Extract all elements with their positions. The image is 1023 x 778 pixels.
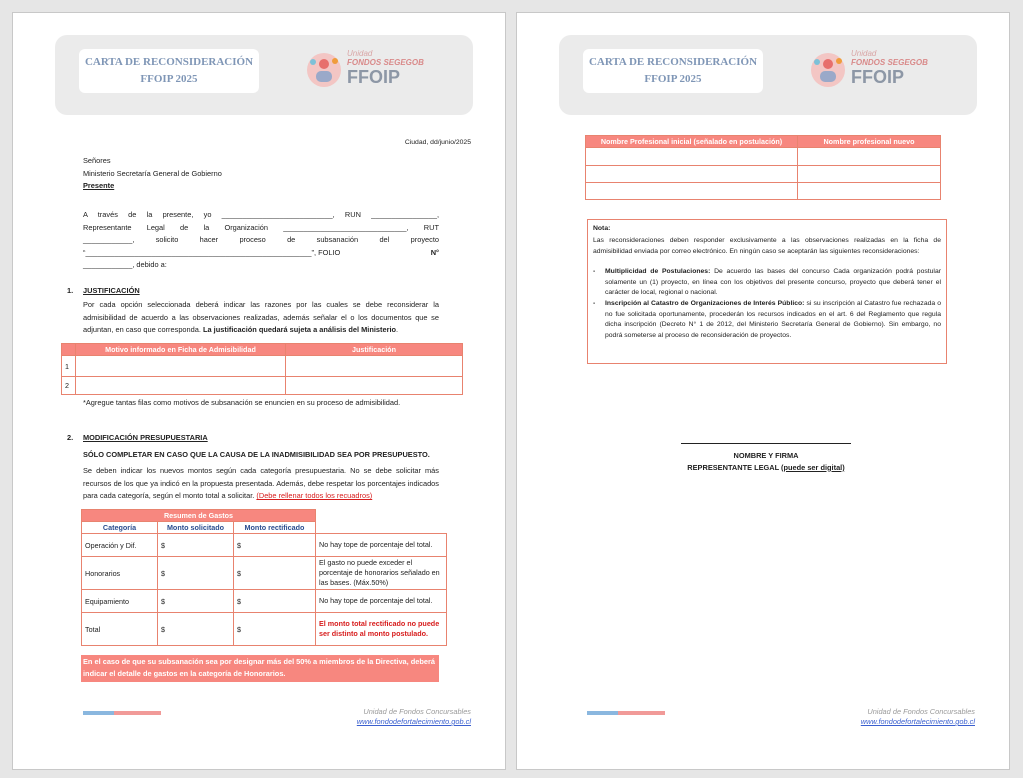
budget-note: No hay tope de porcentaje del total. — [316, 534, 447, 557]
professional-table — [585, 135, 941, 200]
profesional-nuevo-cell[interactable] — [798, 183, 941, 200]
header-title-box — [79, 49, 259, 93]
monto-rectificado-cell[interactable]: $ — [234, 534, 316, 557]
table-row — [62, 356, 463, 377]
note-box — [587, 219, 947, 364]
addressee-block — [83, 155, 222, 193]
logo-ffoip-text: FFOIP — [347, 67, 400, 87]
page-header — [559, 35, 977, 115]
ffoip-logo — [303, 47, 463, 97]
row-number: 1 — [62, 356, 76, 377]
signature-role-label: REPRESENTANTE LEGAL — [687, 462, 782, 472]
intro-line: A través de la presente, yo ___________________________, RUN ________________, — [83, 210, 439, 219]
intro-line: ____________, debido a: — [83, 260, 167, 269]
table-header-empty — [62, 344, 76, 356]
section-2-number: 2. — [67, 433, 74, 442]
budget-note: El gasto no puede exceder el porcentaje de honorarios señalado en las bases. (Máx.50%) — [316, 557, 447, 590]
bullet-title: Inscripción al Catastro de Organizaciones de Interés Público: — [605, 300, 805, 308]
budget-note: No hay tope de porcentaje del total. — [316, 590, 447, 613]
section-1-title: JUSTIFICACIÓN — [83, 286, 140, 295]
table-header: Nombre profesional nuevo — [798, 136, 941, 148]
budget-row — [82, 590, 447, 613]
budget-row — [82, 534, 447, 557]
motivo-cell[interactable] — [76, 377, 286, 395]
budget-table — [81, 509, 447, 646]
monto-solicitado-cell[interactable]: $ — [158, 613, 234, 646]
section-1-body: Por cada opción seleccionada deberá indicar las razones por las cuales se debe reconsiderar la admisibilidad de acuerdo a las observaciones realizadas, además señalar el o los documentos que se adjuntan, en caso que corresponda. — [83, 300, 439, 335]
note-bullet — [593, 267, 941, 298]
monto-solicitado-cell[interactable]: $ — [158, 534, 234, 557]
intro-paragraph — [83, 209, 439, 272]
profesional-inicial-cell[interactable] — [586, 166, 798, 183]
page-footer — [861, 707, 975, 727]
logo-unit-text: Unidad — [851, 49, 877, 58]
monto-rectificado-cell[interactable]: $ — [234, 613, 316, 646]
bullet-title: Multiplicidad de Postulaciones: — [605, 268, 711, 276]
presente-label: Presente — [83, 181, 115, 190]
footer-link[interactable]: www.fondodefortalecimiento.gob.cl — [356, 717, 471, 726]
empty-cell — [316, 522, 447, 534]
signature-digital-note: (puede ser digital) — [781, 462, 845, 472]
table-header: Nombre Profesional inicial (señalado en postulación) — [586, 136, 798, 148]
folio-number-label: N° — [430, 247, 439, 257]
budget-header-solicitado: Monto solicitado — [158, 522, 234, 534]
note-bullet — [593, 299, 941, 341]
logo-unit-text: Unidad — [347, 49, 373, 58]
bullet-marker: - — [593, 300, 596, 308]
table-header: Motivo informado en Ficha de Admisibilidad — [76, 344, 286, 356]
section-2-body: Se deben indicar los nuevos montos según cada categoría presupuestaria. No se debe solicitar más recursos de los que ya indicó en la propuesta presentada. Además, debe respetar los porcentajes indicados para cada categoría, según el monto total a solicitar. — [83, 466, 439, 501]
footer-link[interactable]: www.fondodefortalecimiento.gob.cl — [860, 717, 975, 726]
profesional-nuevo-cell[interactable] — [798, 166, 941, 183]
budget-row — [82, 557, 447, 590]
budget-header-rectificado: Monto rectificado — [234, 522, 316, 534]
row-number: 2 — [62, 377, 76, 395]
bullet-text: si su inscripción al Catastro fue rechazada o no fue solicitada oportunamente, procederán los recursos indicados en el art. 6 del Reglamento que regula dicha inscripción (Decreto N° 1 de 2012, del Ministerio Secretaría General de Gobierno). Sin embargo, no podrá someterse al proceso de reconsideración de proyectos. — [605, 300, 941, 339]
signature-block — [637, 450, 895, 473]
header-title-box — [583, 49, 763, 93]
addressee-line: Señores — [83, 156, 111, 165]
signature-name-label: NOMBRE Y FIRMA — [733, 451, 799, 460]
section-2-text — [83, 465, 439, 503]
profesional-inicial-cell[interactable] — [586, 183, 798, 200]
section-1-text-end: . — [396, 325, 399, 335]
addressee-line: Ministerio Secretaría General de Gobierno — [83, 168, 222, 178]
table-row — [586, 166, 941, 183]
intro-line: ____________, solicito hacer proceso de subsanación del proyecto — [83, 235, 439, 244]
table-row — [62, 377, 463, 395]
page-header — [55, 35, 473, 115]
letter-date: Ciudad, dd/junio/2025 — [404, 139, 471, 146]
empty-cell — [316, 510, 447, 522]
ffoip-logo-mark-icon — [809, 51, 847, 89]
budget-row — [82, 613, 447, 646]
signature-line — [681, 443, 851, 444]
section-1-bold-note: La justificación quedará sujeta a análisis del Ministerio — [203, 325, 397, 335]
logo-fondos-text: FONDOS SEGEGOB — [851, 58, 928, 67]
footer-color-bar — [587, 711, 665, 715]
note-title: Nota: — [593, 225, 611, 232]
bullet-text: De acuerdo las bases del concurso Cada organización podrá postular solamente un (1) proyecto, en línea con los objetivos del presente concurso, proyecto que deberá tener el carácter de local, regional o nacional. — [605, 268, 941, 297]
directiva-note: En el caso de que su subsanación sea por designar más del 50% a miembros de la Directiva, deberá indicar el detalle de gastos en la categoría de Honorarios. — [81, 655, 439, 682]
section-2-title: MODIFICACIÓN PRESUPUESTARIA — [83, 433, 208, 442]
budget-title: Resumen de Gastos — [82, 510, 316, 522]
monto-rectificado-cell[interactable]: $ — [234, 557, 316, 590]
header-title: CARTA DE RECONSIDERACIÓN — [588, 56, 758, 68]
bullet-marker: - — [593, 268, 596, 276]
footer-color-bar — [83, 711, 161, 715]
justificacion-cell[interactable] — [286, 356, 463, 377]
monto-rectificado-cell[interactable]: $ — [234, 590, 316, 613]
monto-solicitado-cell[interactable]: $ — [158, 557, 234, 590]
header-subtitle: FFOIP 2025 — [644, 73, 702, 85]
motivo-cell[interactable] — [76, 356, 286, 377]
budget-category: Operación y Dif. — [82, 534, 158, 557]
page-footer — [357, 707, 471, 727]
budget-header-category: Categoría — [82, 522, 158, 534]
section-1-text — [83, 299, 439, 337]
section-2-subtitle: SÓLO COMPLETAR EN CASO QUE LA CAUSA DE LA INADMISIBILIDAD SEA POR PRESUPUESTO. — [83, 450, 430, 459]
ffoip-logo — [807, 47, 967, 97]
monto-solicitado-cell[interactable]: $ — [158, 590, 234, 613]
budget-category: Honorarios — [82, 557, 158, 590]
fill-all-boxes-note: (Debe rellenar todos los recuadros) — [256, 491, 373, 501]
budget-note: El monto total rectificado no puede ser distinto al monto postulado. — [316, 613, 447, 646]
profesional-nuevo-cell[interactable] — [798, 148, 941, 166]
table-row — [586, 183, 941, 200]
header-subtitle: FFOIP 2025 — [140, 73, 198, 85]
table-header: Justificación — [286, 344, 463, 356]
logo-fondos-text: FONDOS SEGEGOB — [347, 58, 424, 67]
profesional-inicial-cell[interactable] — [586, 148, 798, 166]
footer-unit: Unidad de Fondos Concursables — [363, 707, 471, 716]
ffoip-logo-mark-icon — [305, 51, 343, 89]
document-page-1 — [12, 12, 506, 770]
header-title: CARTA DE RECONSIDERACIÓN — [84, 56, 254, 68]
table-row — [586, 148, 941, 166]
justification-table — [61, 343, 463, 395]
justification-note: *Agregue tantas filas como motivos de subsanación se enuncien en su proceso de admisibilidad. — [83, 398, 401, 407]
footer-unit: Unidad de Fondos Concursables — [867, 707, 975, 716]
budget-category: Total — [82, 613, 158, 646]
section-1-number: 1. — [67, 286, 74, 295]
intro-line: “_______________________________________________________”, FOLIO — [83, 247, 341, 257]
justificacion-cell[interactable] — [286, 377, 463, 395]
budget-category: Equipamiento — [82, 590, 158, 613]
document-page-2 — [516, 12, 1010, 770]
intro-line: Representante Legal de la Organización ______________________________, RUT — [83, 222, 439, 232]
note-intro: Las reconsideraciones deben responder exclusivamente a las observaciones realizadas en la ficha de admisibilidad enviada por correo electrónico. En ningún caso se aceptarán las siguientes reconsideraciones: — [593, 237, 941, 255]
logo-ffoip-text: FFOIP — [851, 67, 904, 87]
